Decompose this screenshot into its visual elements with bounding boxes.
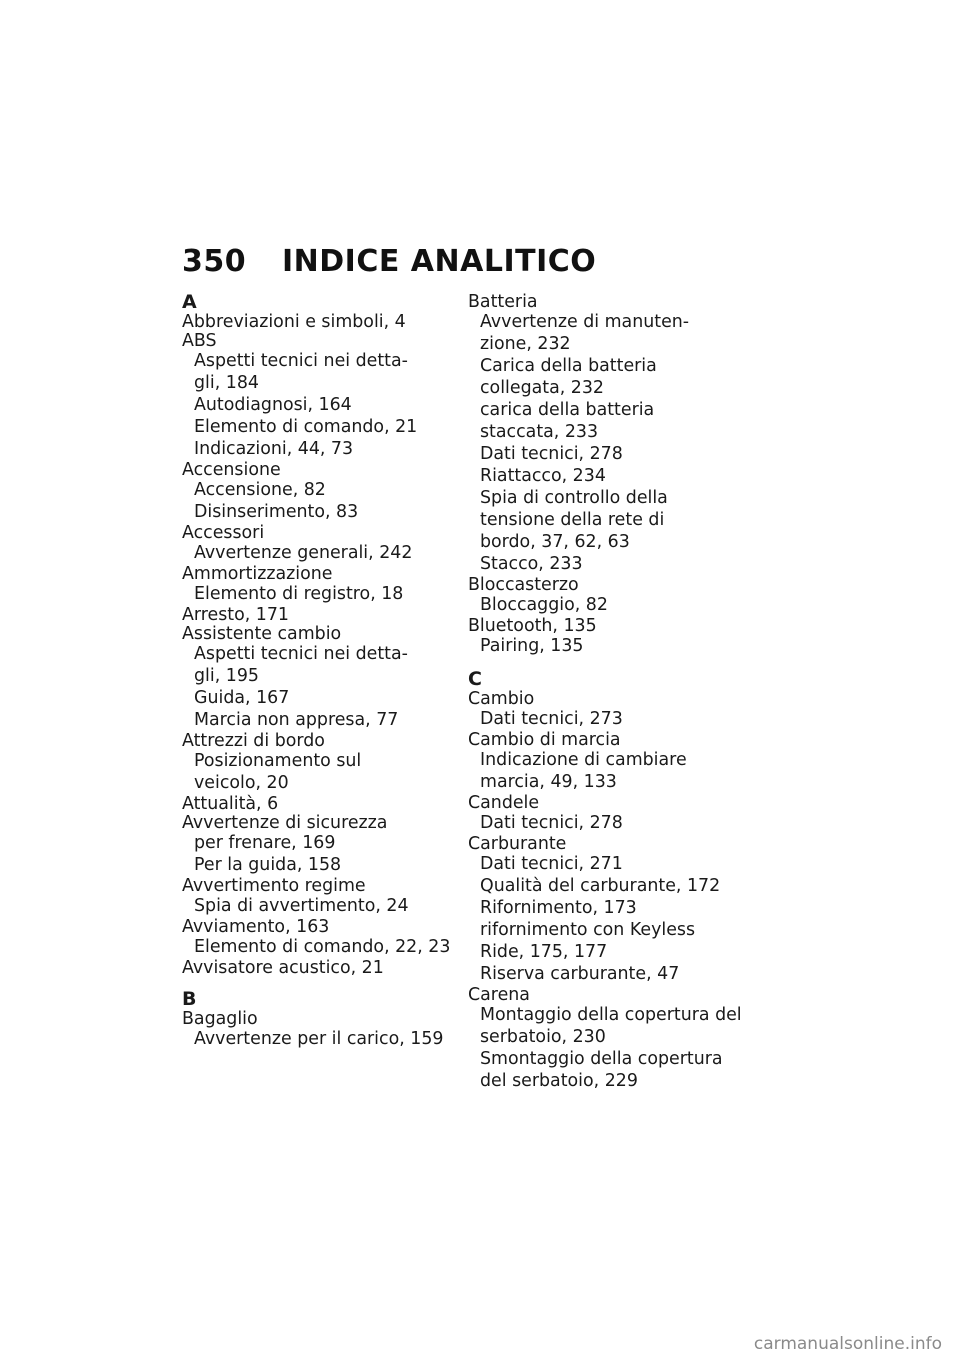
index-subentry: Carica della batteria — [480, 356, 657, 376]
index-subentry: Elemento di comando, 22, 23 — [194, 937, 451, 957]
index-subentry: Riattacco, 234 — [480, 466, 606, 486]
index-subentry: Smontaggio della copertura — [480, 1049, 723, 1069]
index-entry — [182, 624, 452, 731]
index-subentry: Spia di controllo della — [480, 488, 668, 508]
index-entry — [468, 834, 748, 985]
page-header — [182, 244, 596, 279]
index-subentry: Autodiagnosi, 164 — [194, 395, 352, 415]
index-subentry: zione, 232 — [480, 334, 571, 354]
index-subentry: Dati tecnici, 271 — [480, 854, 623, 874]
index-subentry: Avvertenze generali, 242 — [194, 543, 413, 563]
index-subentry: Aspetti tecnici nei detta- — [194, 351, 408, 371]
index-entry — [182, 958, 452, 977]
index-term: Carena — [468, 985, 530, 1005]
watermark: carmanualsonline.info — [753, 1334, 942, 1354]
index-entry — [182, 460, 452, 523]
index-entry — [182, 523, 452, 564]
index-subentry: Pairing, 135 — [480, 636, 584, 656]
index-entry — [182, 1009, 452, 1050]
index-letter: A — [182, 291, 197, 313]
index-entry — [468, 793, 748, 834]
index-entry — [182, 312, 452, 331]
index-subentry: Stacco, 233 — [480, 554, 583, 574]
index-subentry: staccata, 233 — [480, 422, 599, 442]
index-subentry: gli, 195 — [194, 666, 259, 686]
index-subentry: carica della batteria — [480, 400, 655, 420]
index-column-left — [182, 292, 452, 1050]
index-subentry: Bloccaggio, 82 — [480, 595, 608, 615]
index-subentry: bordo, 37, 62, 63 — [480, 532, 630, 552]
index-subentry: Indicazione di cambiare — [480, 750, 687, 770]
index-subentry: Elemento di registro, 18 — [194, 584, 404, 604]
index-subentry: Riserva carburante, 47 — [480, 964, 680, 984]
index-term: Avviamento, 163 — [182, 917, 330, 937]
index-subentry: Guida, 167 — [194, 688, 290, 708]
index-entry — [468, 689, 748, 730]
index-subentry: Avvertenze per il carico, 159 — [194, 1029, 444, 1049]
index-term: Cambio di marcia — [468, 730, 621, 750]
index-term: Cambio — [468, 689, 535, 709]
index-entry — [182, 876, 452, 917]
index-subentry: per frenare, 169 — [194, 833, 336, 853]
index-subentry: Accensione, 82 — [194, 480, 326, 500]
index-entry — [182, 917, 452, 958]
index-term: Accessori — [182, 523, 265, 543]
index-subentry: Marcia non appresa, 77 — [194, 710, 399, 730]
index-subentry: Posizionamento sul — [194, 751, 362, 771]
index-term: Carburante — [468, 834, 567, 854]
index-entry — [468, 985, 748, 1092]
index-entry — [182, 564, 452, 605]
index-subentry: Ride, 175, 177 — [480, 942, 608, 962]
page-title: INDICE ANALITICO — [282, 244, 597, 279]
index-entry — [182, 731, 452, 794]
index-term: Assistente cambio — [182, 624, 342, 644]
index-subentry: Rifornimento, 173 — [480, 898, 637, 918]
index-term: Batteria — [468, 292, 538, 312]
index-term: Arresto, 171 — [182, 605, 289, 625]
index-term: Attrezzi di bordo — [182, 731, 325, 751]
index-subentry: Dati tecnici, 278 — [480, 813, 623, 833]
index-subentry: marcia, 49, 133 — [480, 772, 617, 792]
index-term: ABS — [182, 331, 217, 351]
index-subentry: gli, 184 — [194, 373, 259, 393]
index-entry — [468, 575, 748, 616]
index-subentry: rifornimento con Keyless — [480, 920, 696, 940]
index-subentry: Spia di avvertimento, 24 — [194, 896, 409, 916]
index-letter: C — [468, 668, 482, 690]
index-term: Abbreviazioni e simboli, 4 — [182, 312, 406, 332]
index-subentry: Per la guida, 158 — [194, 855, 342, 875]
index-entry — [468, 730, 748, 793]
index-subentry: Avvertenze di manuten- — [480, 312, 690, 332]
index-term: Ammortizzazione — [182, 564, 333, 584]
index-subentry: tensione della rete di — [480, 510, 665, 530]
index-subentry: Disinserimento, 83 — [194, 502, 359, 522]
index-entry — [182, 813, 452, 876]
index-entry — [468, 292, 748, 575]
index-letter: B — [182, 988, 197, 1010]
index-term: Bluetooth, 135 — [468, 616, 597, 636]
index-term: Avvisatore acustico, 21 — [182, 958, 384, 978]
index-subentry: Indicazioni, 44, 73 — [194, 439, 354, 459]
index-term: Bagaglio — [182, 1009, 258, 1029]
index-term: Avvertenze di sicurezza — [182, 813, 388, 833]
index-column-right — [468, 292, 748, 1092]
index-term: Bloccasterzo — [468, 575, 579, 595]
index-subentry: collegata, 232 — [480, 378, 604, 398]
index-subentry: Qualità del carburante, 172 — [480, 876, 721, 896]
index-entry — [182, 794, 452, 813]
index-subentry: Elemento di comando, 21 — [194, 417, 418, 437]
index-subentry: Dati tecnici, 278 — [480, 444, 623, 464]
index-term: Avvertimento regime — [182, 876, 366, 896]
index-entry — [468, 616, 748, 657]
page-number: 350 — [182, 244, 247, 279]
index-term: Attualità, 6 — [182, 794, 279, 814]
index-term: Candele — [468, 793, 540, 813]
index-subentry: Aspetti tecnici nei detta- — [194, 644, 408, 664]
index-term: Accensione — [182, 460, 281, 480]
index-entry — [182, 331, 452, 460]
index-subentry: Montaggio della copertura del — [480, 1005, 742, 1025]
index-entry — [182, 605, 452, 624]
index-subentry: serbatoio, 230 — [480, 1027, 606, 1047]
index-subentry: veicolo, 20 — [194, 773, 289, 793]
index-subentry: Dati tecnici, 273 — [480, 709, 623, 729]
index-subentry: del serbatoio, 229 — [480, 1071, 638, 1091]
